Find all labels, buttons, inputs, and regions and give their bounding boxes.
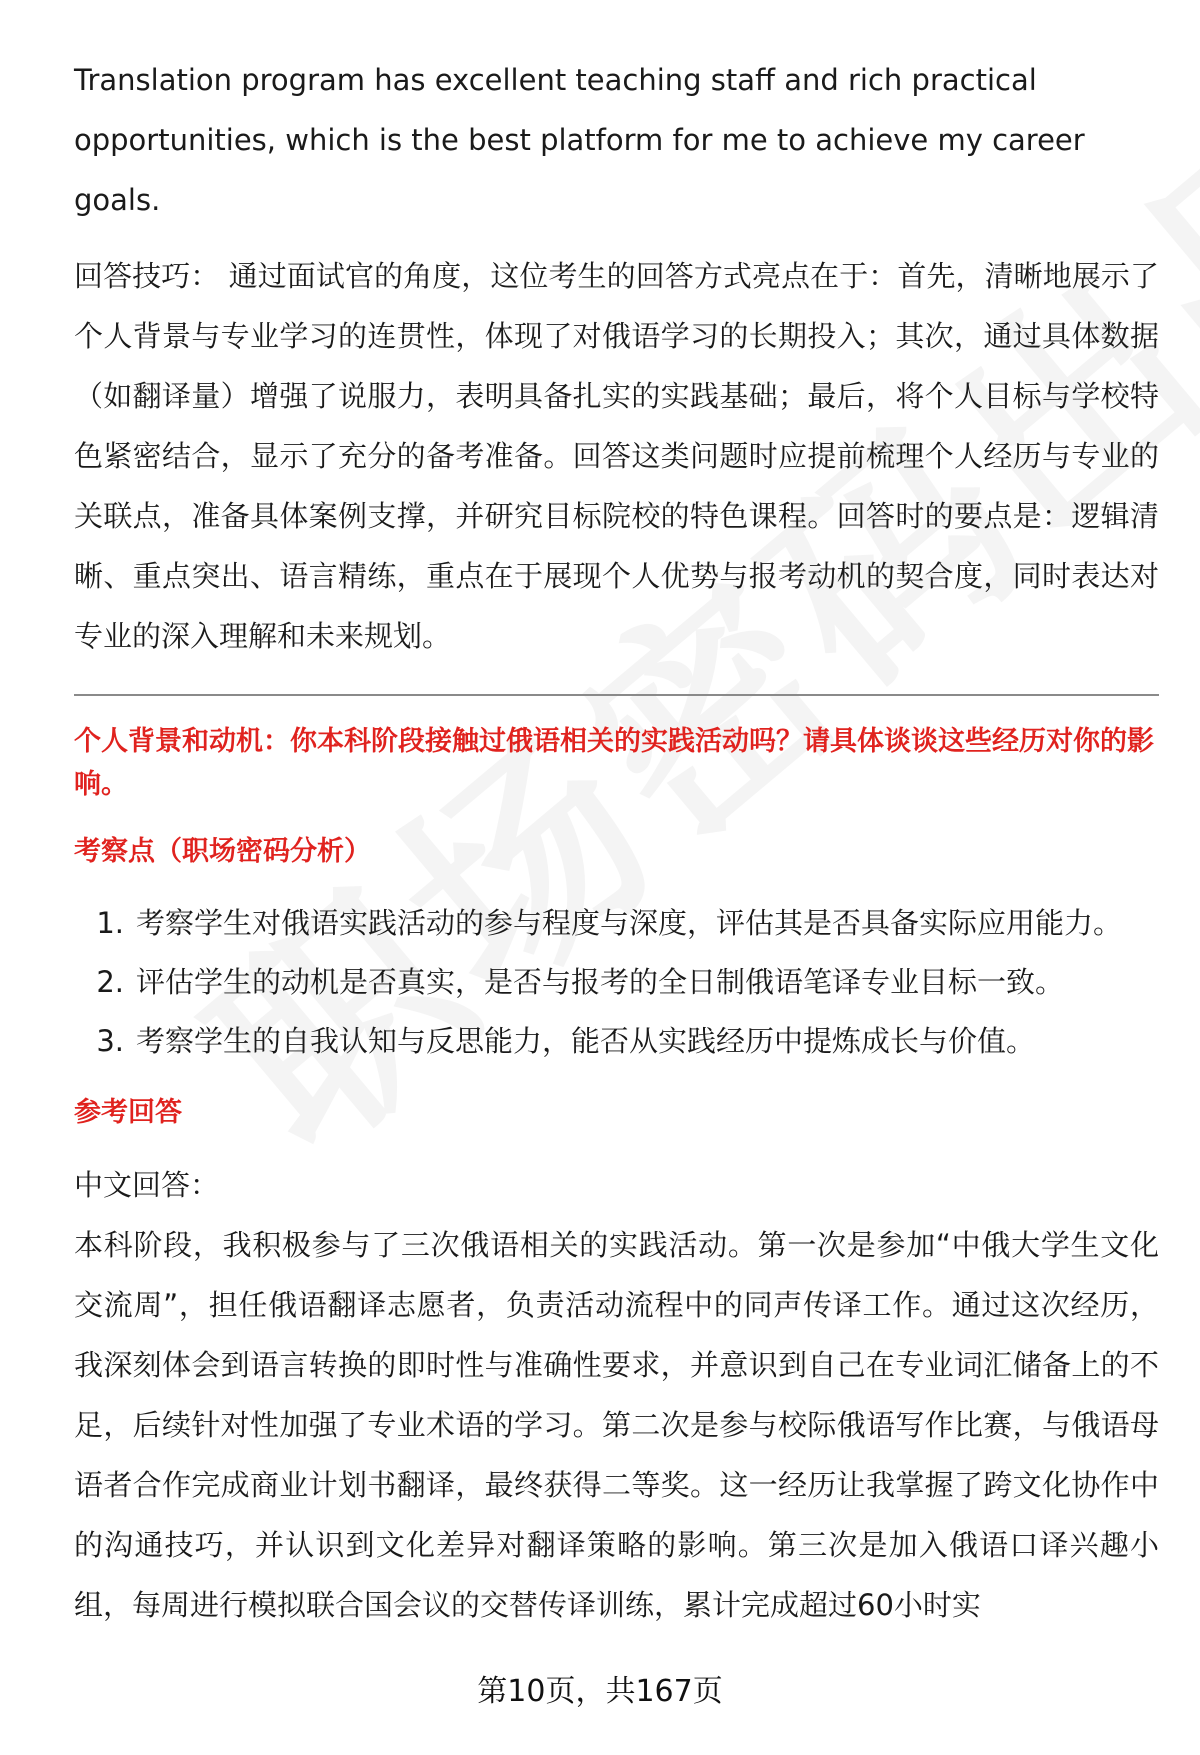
list-item bbox=[74, 953, 1159, 1012]
list-item-number: 2. bbox=[96, 965, 124, 999]
answer-tip-label: 回答技巧： bbox=[74, 259, 220, 293]
section-divider bbox=[74, 694, 1159, 696]
list-item-text: 考察学生的自我认知与反思能力，能否从实践经历中提炼成长与价值。 bbox=[136, 1024, 1036, 1058]
page-content bbox=[74, 50, 1159, 1635]
english-answer-tail: Translation program has excellent teaching staff and rich practical opportunities, which is the best platform for me to achieve my career goals. bbox=[74, 63, 1085, 217]
list-item-number: 1. bbox=[96, 906, 124, 940]
exam-points-heading: 考察点（职场密码分析） bbox=[74, 836, 371, 867]
list-item bbox=[74, 894, 1159, 953]
page-number-footer: 第10页，共167页 bbox=[477, 1674, 723, 1709]
answer-tip-text: 通过面试官的角度，这位考生的回答方式亮点在于：首先，清晰地展示了个人背景与专业学习的连贯性，体现了对俄语学习的长期投入；其次，通过具体数据（如翻译量）增强了说服力，表明具备扎实的实践基础；最后，将个人目标与学校特色紧密结合，显示了充分的备考准备。回答这类问题时应提前梳理个人经历与专业的关联点，准备具体案例支撑，并研究目标院校的特色课程。回答时的要点是：逻辑清晰、重点突出、语言精练，重点在于展现个人优势与报考动机的契合度，同时表达对专业的深入理解和未来规划。 bbox=[74, 259, 1159, 653]
exam-points-list bbox=[74, 894, 1159, 1071]
question-title: 个人背景和动机：你本科阶段接触过俄语相关的实践活动吗？请具体谈谈这些经历对你的影响。 bbox=[74, 726, 1154, 800]
list-item-number: 3. bbox=[96, 1024, 124, 1058]
chinese-answer-label: 中文回答： bbox=[74, 1168, 220, 1202]
list-item-text: 评估学生的动机是否真实，是否与报考的全日制俄语笔译专业目标一致。 bbox=[136, 965, 1065, 999]
chinese-answer-text: 本科阶段，我积极参与了三次俄语相关的实践活动。第一次是参加“中俄大学生文化交流周”，担任俄语翻译志愿者，负责活动流程中的同声传译工作。通过这次经历，我深刻体会到语言转换的即时性与准确性要求，并意识到自己在专业词汇储备上的不足，后续针对性加强了专业术语的学习。第二次是参与校际俄语写作比赛，与俄语母语者合作完成商业计划书翻译，最终获得二等奖。这一经历让我掌握了跨文化协作中的沟通技巧，并认识到文化差异对翻译策略的影响。第三次是加入俄语口译兴趣小组，每周进行模拟联合国会议的交替传译训练，累计完成超过60小时实 bbox=[74, 1228, 1159, 1622]
answer-tip bbox=[74, 246, 1159, 666]
reference-answer-heading: 参考回答 bbox=[74, 1097, 182, 1128]
list-item bbox=[74, 1012, 1159, 1071]
list-item-text: 考察学生对俄语实践活动的参与程度与深度，评估其是否具备实际应用能力。 bbox=[136, 906, 1123, 940]
